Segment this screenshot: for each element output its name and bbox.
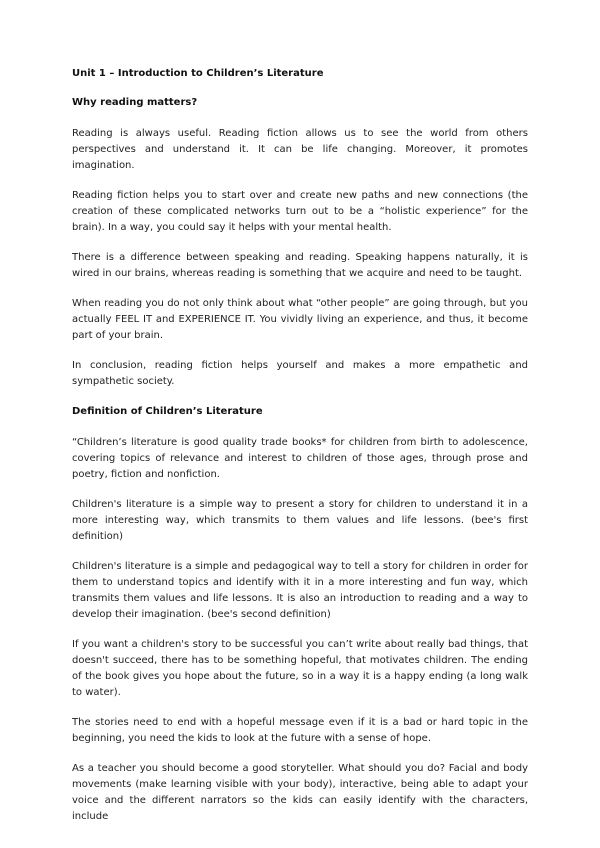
paragraph: The stories need to end with a hopeful message even if it is a bad or hard topic in the beginning, you need the kids to look at the future with a sense of hope. [72, 717, 528, 744]
paragraph: If you want a children's story to be successful you can’t write about really bad things, that doesn't succeed, there has to be something hopeful, that motivates children. The ending of the book gives you hope about the future, so in a way it is a happy ending (a long walk to water). [72, 639, 528, 698]
paragraph: In conclusion, reading fiction helps yourself and makes a more empathetic and sympathetic society. [72, 360, 528, 387]
section-heading-definition: Definition of Children’s Literature [72, 406, 263, 417]
paragraph: Reading fiction helps you to start over and create new paths and new connections (the creation of these complicated networks turn out to be a “holistic experience” for the brain). In a way, you could say it helps with your mental health. [72, 190, 528, 233]
paragraph: As a teacher you should become a good storyteller. What should you do? Facial and body movements (make learning visible with your body), interactive, being able to adapt your voice and the different narrators so the kids can easily identify with the characters, include [72, 763, 528, 822]
paragraph: Children's literature is a simple and pedagogical way to tell a story for children in order for them to understand topics and identify with it in a more interesting and fun way, which transmits them values and life lessons. It is also an introduction to reading and a way to develop their imagination. (bee's second definition) [72, 561, 528, 620]
paragraph: When reading you do not only think about what “other people” are going through, but you actually FEEL IT and EXPERIENCE IT. You vividly living an experience, and thus, it become part of your brain. [72, 298, 528, 341]
paragraph: Children's literature is a simple way to present a story for children to understand it in a more interesting way, which transmits to them values and life lessons. (bee's first definition) [72, 499, 528, 542]
paragraph: Reading is always useful. Reading fiction allows us to see the world from others perspectives and understand it. It can be life changing. Moreover, it promotes imagination. [72, 128, 528, 171]
unit-title: Unit 1 – Introduction to Children’s Literature [72, 68, 324, 79]
section-heading-why-reading: Why reading matters? [72, 97, 198, 108]
paragraph: There is a difference between speaking and reading. Speaking happens naturally, it is wired in our brains, whereas reading is something that we acquire and need to be taught. [72, 252, 528, 279]
paragraph: “Children’s literature is good quality trade books* for children from birth to adolescence, covering topics of relevance and interest to children of those ages, through prose and poetry, fiction and nonfiction. [72, 437, 528, 480]
